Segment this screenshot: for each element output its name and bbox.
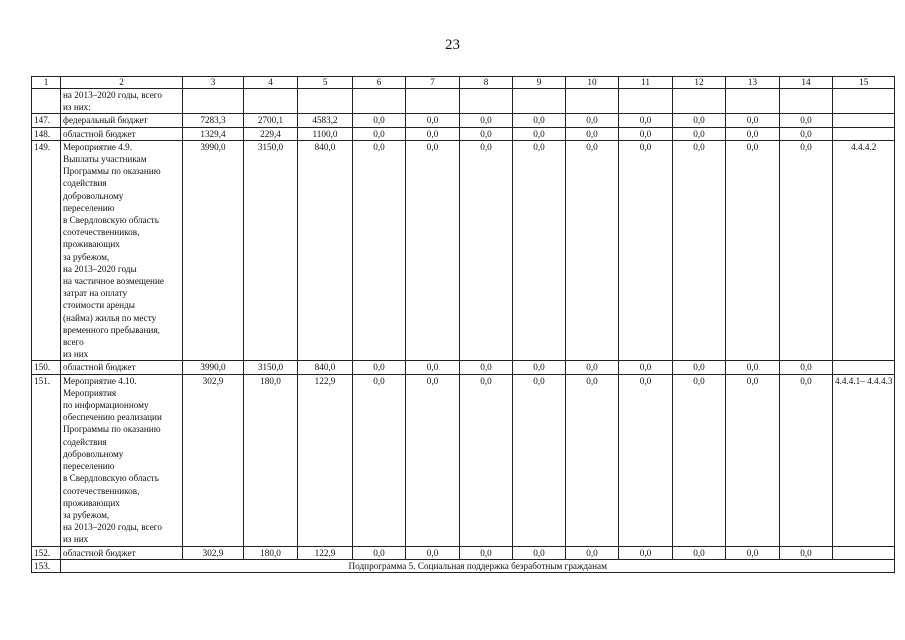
description-line: на 2013–2020 годы [63, 263, 137, 274]
value-cell: 3150,0 [244, 361, 298, 374]
table-row [32, 546, 895, 559]
value-cell: 0,0 [726, 114, 780, 127]
header-cell: 8 [460, 77, 513, 89]
value-cell [726, 89, 780, 114]
value-cell: 0,0 [353, 127, 406, 140]
value-cell: 0,0 [406, 361, 460, 374]
table-row [32, 374, 895, 546]
value-cell [460, 89, 513, 114]
row-number-cell: 151. [32, 374, 61, 546]
subprogram-row [32, 559, 895, 572]
header-cell: 4 [244, 77, 298, 89]
value-cell [619, 89, 673, 114]
row-number-cell: 149. [32, 140, 61, 361]
description-line: областной бюджет [63, 362, 136, 373]
value-cell: 229,4 [244, 127, 298, 140]
value-cell: 0,0 [513, 546, 566, 559]
description-line: переселению [63, 461, 115, 472]
value-cell: 0,0 [513, 374, 566, 546]
value-cell: 0,0 [780, 361, 833, 374]
row-number-cell [32, 89, 61, 114]
table-row [32, 140, 895, 361]
value-cell [244, 89, 298, 114]
value-cell: 3990,0 [183, 361, 244, 374]
description-line: из них [63, 349, 89, 360]
value-cell [513, 89, 566, 114]
row-description-cell [61, 361, 183, 374]
value-cell: 0,0 [619, 546, 673, 559]
description-line: Мероприятие 4.10. [63, 375, 137, 386]
table-row [32, 114, 895, 127]
row-number-cell: 150. [32, 361, 61, 374]
description-line: областной бюджет [63, 547, 136, 558]
value-cell: 840,0 [298, 140, 353, 361]
value-cell: 0,0 [780, 114, 833, 127]
description-line: Выплаты участникам [63, 154, 147, 165]
row-number-cell: 153. [32, 559, 61, 572]
description-line: Программы по оказанию [63, 166, 161, 177]
value-cell: 0,0 [566, 546, 619, 559]
header-cell: 6 [353, 77, 406, 89]
row-description-cell [61, 140, 183, 361]
description-line: на 2013–2020 годы, всего [63, 90, 162, 100]
value-cell: 0,0 [566, 140, 619, 361]
description-line: в Свердловскую область [63, 473, 159, 484]
value-cell [298, 89, 353, 114]
description-line: переселению [63, 202, 115, 213]
description-line: временного пребывания, [63, 324, 160, 335]
value-cell: 0,0 [460, 127, 513, 140]
description-line: из них [63, 534, 89, 545]
value-cell: 0,0 [780, 127, 833, 140]
value-cell: 0,0 [566, 374, 619, 546]
value-cell: 1329,4 [183, 127, 244, 140]
description-line: соотечественников, [63, 227, 140, 238]
description-line: (найма) жилья по месту [63, 312, 157, 323]
description-line: Мероприятие 4.9. [63, 141, 133, 152]
value-cell: 0,0 [460, 546, 513, 559]
value-cell: 0,0 [406, 114, 460, 127]
row-description-cell [61, 127, 183, 140]
value-cell: 1100,0 [298, 127, 353, 140]
header-cell: 5 [298, 77, 353, 89]
target-code-cell [833, 361, 895, 374]
row-description-cell [61, 546, 183, 559]
description-line: затрат на оплату [63, 288, 128, 299]
description-line: в Свердловскую область [63, 215, 159, 226]
description-line: на 2013–2020 годы, всего [63, 522, 162, 533]
header-row [32, 77, 895, 89]
value-cell: 0,0 [673, 361, 726, 374]
description-line: стоимости аренды [63, 300, 135, 311]
description-line: областной бюджет [63, 128, 136, 139]
value-cell: 840,0 [298, 361, 353, 374]
value-cell: 180,0 [244, 546, 298, 559]
value-cell: 0,0 [673, 140, 726, 361]
description-line: на частичное возмещение [63, 276, 164, 287]
value-cell: 0,0 [353, 114, 406, 127]
value-cell: 0,0 [460, 361, 513, 374]
header-cell: 1 [32, 77, 61, 89]
target-code-cell [833, 546, 895, 559]
value-cell: 0,0 [726, 127, 780, 140]
header-cell: 12 [673, 77, 726, 89]
target-code-cell: 4.4.4.2 [833, 140, 895, 361]
table-row [32, 127, 895, 140]
page-number: 23 [445, 37, 460, 53]
description-line: по информационному [63, 400, 149, 411]
value-cell: 0,0 [726, 546, 780, 559]
subprogram-title-cell: Подпрограмма 5. Социальная поддержка безработным гражданам [61, 559, 895, 572]
value-cell: 0,0 [619, 361, 673, 374]
value-cell: 4583,2 [298, 114, 353, 127]
value-cell: 0,0 [619, 140, 673, 361]
value-cell: 0,0 [619, 127, 673, 140]
value-cell: 0,0 [566, 361, 619, 374]
value-cell: 0,0 [513, 361, 566, 374]
value-cell: 0,0 [726, 361, 780, 374]
row-number-cell: 152. [32, 546, 61, 559]
description-line: содействия [63, 436, 107, 447]
value-cell [780, 89, 833, 114]
value-cell: 122,9 [298, 546, 353, 559]
header-cell: 11 [619, 77, 673, 89]
header-cell: 14 [780, 77, 833, 89]
value-cell: 0,0 [726, 374, 780, 546]
description-line: проживающих [63, 497, 120, 508]
value-cell: 0,0 [460, 140, 513, 361]
value-cell: 0,0 [673, 114, 726, 127]
value-cell: 0,0 [353, 546, 406, 559]
description-line: добровольному [63, 190, 124, 201]
description-line: проживающих [63, 239, 120, 250]
description-line: соотечественников, [63, 485, 140, 496]
target-code-cell [833, 114, 895, 127]
value-cell: 0,0 [406, 374, 460, 546]
description-line: Мероприятия [63, 387, 117, 398]
value-cell: 0,0 [353, 361, 406, 374]
header-cell: 9 [513, 77, 566, 89]
header-cell: 7 [406, 77, 460, 89]
value-cell [353, 89, 406, 114]
row-description-cell [61, 114, 183, 127]
description-line: за рубежом, [63, 509, 110, 520]
value-cell: 0,0 [513, 140, 566, 361]
value-cell [566, 89, 619, 114]
row-description-cell [61, 374, 183, 546]
row-description-cell [61, 89, 183, 114]
value-cell: 302,9 [183, 546, 244, 559]
value-cell [673, 89, 726, 114]
value-cell: 2700,1 [244, 114, 298, 127]
target-code-cell [833, 127, 895, 140]
description-line: за рубежом, [63, 251, 110, 262]
value-cell [183, 89, 244, 114]
description-line: обеспечению реализации [63, 412, 162, 423]
value-cell: 0,0 [619, 374, 673, 546]
value-cell: 0,0 [673, 127, 726, 140]
header-cell: 10 [566, 77, 619, 89]
row-number-cell: 147. [32, 114, 61, 127]
table-row [32, 361, 895, 374]
header-cell: 3 [183, 77, 244, 89]
value-cell: 3150,0 [244, 140, 298, 361]
header-cell: 13 [726, 77, 780, 89]
value-cell: 302,9 [183, 374, 244, 546]
description-line: всего [63, 337, 84, 348]
description-line: добровольному [63, 448, 124, 459]
description-line: Программы по оказанию [63, 424, 161, 435]
value-cell [406, 89, 460, 114]
value-cell: 0,0 [780, 374, 833, 546]
row-number-cell: 148. [32, 127, 61, 140]
value-cell: 180,0 [244, 374, 298, 546]
value-cell: 0,0 [353, 140, 406, 361]
table-row [32, 89, 895, 114]
value-cell: 0,0 [513, 114, 566, 127]
value-cell: 0,0 [406, 140, 460, 361]
value-cell: 3990,0 [183, 140, 244, 361]
table-body [32, 77, 895, 573]
target-code-cell [833, 89, 895, 114]
header-cell: 2 [61, 77, 183, 89]
description-line: федеральный бюджет [63, 115, 148, 126]
value-cell: 0,0 [673, 546, 726, 559]
header-cell: 15 [833, 77, 895, 89]
value-cell: 0,0 [673, 374, 726, 546]
description-line: из них: [63, 102, 91, 113]
value-cell: 0,0 [460, 374, 513, 546]
budget-table [31, 76, 895, 573]
value-cell: 0,0 [406, 127, 460, 140]
value-cell: 0,0 [513, 127, 566, 140]
value-cell: 0,0 [353, 374, 406, 546]
value-cell: 0,0 [406, 546, 460, 559]
value-cell: 0,0 [566, 127, 619, 140]
value-cell: 122,9 [298, 374, 353, 546]
description-line: содействия [63, 178, 107, 189]
value-cell: 7283,3 [183, 114, 244, 127]
value-cell: 0,0 [460, 114, 513, 127]
value-cell: 0,0 [780, 546, 833, 559]
target-code-cell: 4.4.4.1– 4.4.4.3 [833, 374, 895, 546]
value-cell: 0,0 [566, 114, 619, 127]
value-cell: 0,0 [619, 114, 673, 127]
value-cell: 0,0 [780, 140, 833, 361]
value-cell: 0,0 [726, 140, 780, 361]
